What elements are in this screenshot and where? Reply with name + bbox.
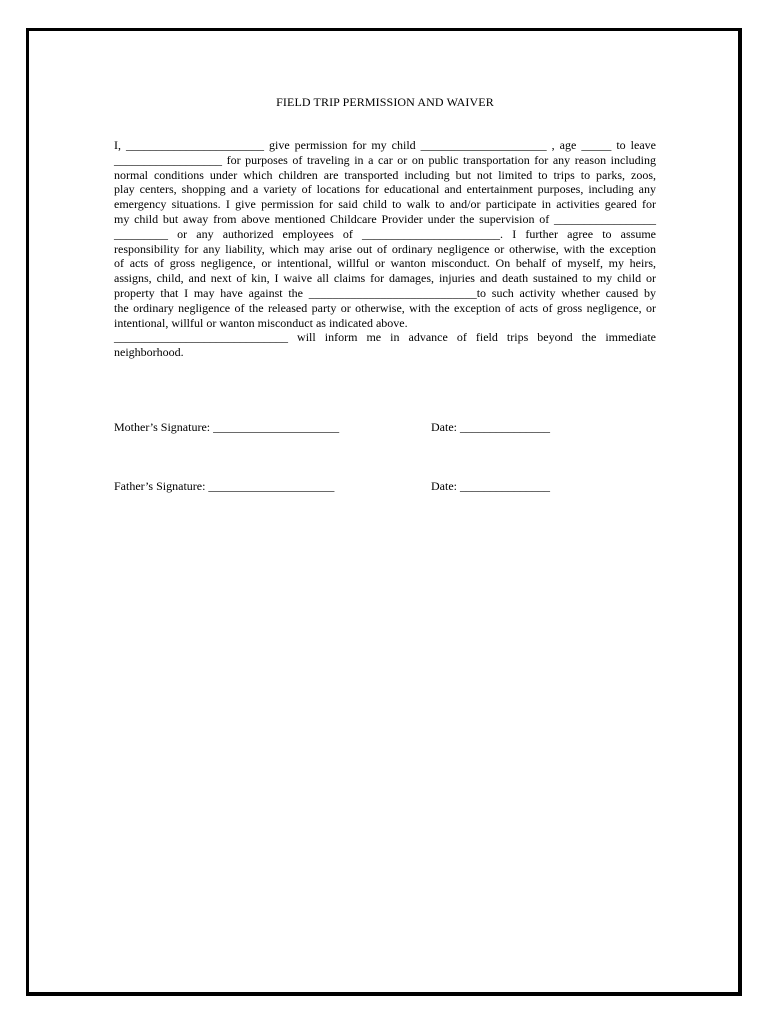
body-line: normal conditions under which children are transported including but not limited to trips to parks, zoos, xyxy=(114,167,656,182)
document-title: FIELD TRIP PERMISSION AND WAIVER xyxy=(276,95,494,109)
father-signature-line[interactable]: Father’s Signature: _____________________ xyxy=(114,479,335,493)
body-line: __________________ for purposes of traveling in a car or on public transportation for any reason including xyxy=(114,152,656,167)
body-line: assigns, child, and next of kin, I waive all claims for damages, injuries and death sustained to my child or xyxy=(114,271,656,286)
body-line: play centers, shopping and a variety of locations for educational and entertainment purposes, including any xyxy=(114,182,656,197)
father-date-line[interactable]: Date: _______________ xyxy=(431,479,550,493)
waiver-body xyxy=(114,138,656,360)
body-line: neighborhood. xyxy=(114,345,184,360)
body-line: _________ or any authorized employees of _______________________. I further agree to assume xyxy=(114,226,656,241)
body-line: intentional, willful or wanton misconduct as indicated above. xyxy=(114,315,408,330)
body-line: _____________________________ will inform me in advance of field trips beyond the immediate xyxy=(114,330,656,345)
body-line: the ordinary negligence of the released party or otherwise, with the exception of acts of gross negligence, or xyxy=(114,300,656,315)
body-line: property that I may have against the ____________________________to such activity whether caused by xyxy=(114,285,656,300)
body-line: of acts of gross negligence, or intentional, willful or wanton misconduct. On behalf of myself, my heirs, xyxy=(114,256,656,271)
body-line: responsibility for any liability, which may arise out of ordinary negligence or otherwise, with the exception xyxy=(114,241,656,256)
body-line: my child but away from above mentioned Childcare Provider under the supervision of _________________ xyxy=(114,211,656,226)
body-line: emergency situations. I give permission for said child to walk to and/or participate in activities geared for xyxy=(114,197,656,212)
body-line: I, _______________________ give permission for my child _____________________ , age _____ to leave xyxy=(114,138,656,152)
mother-date-line[interactable]: Date: _______________ xyxy=(431,420,550,434)
mother-signature-line[interactable]: Mother’s Signature: _____________________ xyxy=(114,420,340,434)
